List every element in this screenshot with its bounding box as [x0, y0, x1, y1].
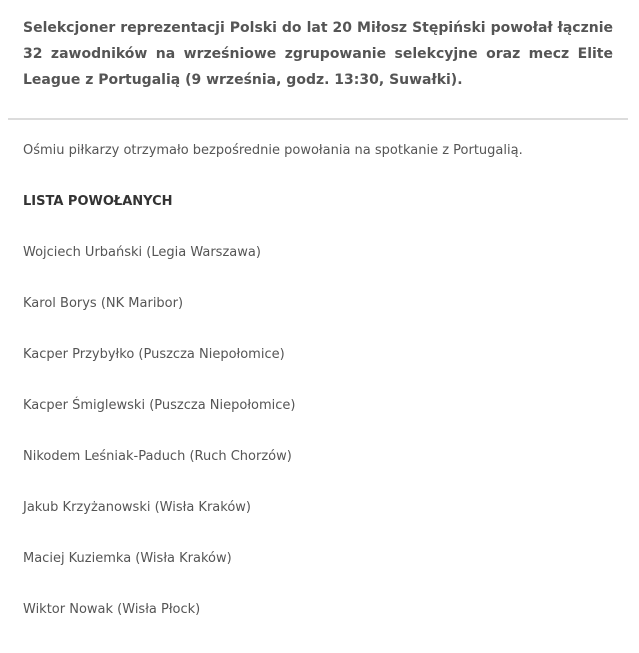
list-heading: LISTA POWOŁANYCH — [23, 194, 173, 209]
article-lead: Selekcjoner reprezentacji Polski do lat 20 Miłosz Stępiński powołał łącznie 32 zawodników na wrześniowe zgrupowanie selekcyjne oraz mecz Elite League z Portugalią (9 września, godz. 13:30, Suwałki). — [23, 20, 613, 88]
list-item: Nikodem Leśniak-Paduch (Ruch Chorzów) — [23, 449, 292, 464]
list-item: Wiktor Nowak (Wisła Płock) — [23, 602, 201, 617]
list-item: Wojciech Urbański (Legia Warszawa) — [23, 245, 261, 260]
list-item: Jakub Krzyżanowski (Wisła Kraków) — [23, 500, 251, 515]
list-item: Karol Borys (NK Maribor) — [23, 296, 184, 311]
divider — [8, 118, 628, 120]
list-item: Kacper Śmiglewski (Puszcza Niepołomice) — [23, 398, 296, 413]
list-item: Kacper Przybyłko (Puszcza Niepołomice) — [23, 347, 285, 362]
player-list — [23, 245, 295, 653]
article-intro: Ośmiu piłkarzy otrzymało bezpośrednie powołania na spotkanie z Portugalią. — [23, 143, 523, 158]
list-item: Maciej Kuziemka (Wisła Kraków) — [23, 551, 232, 566]
